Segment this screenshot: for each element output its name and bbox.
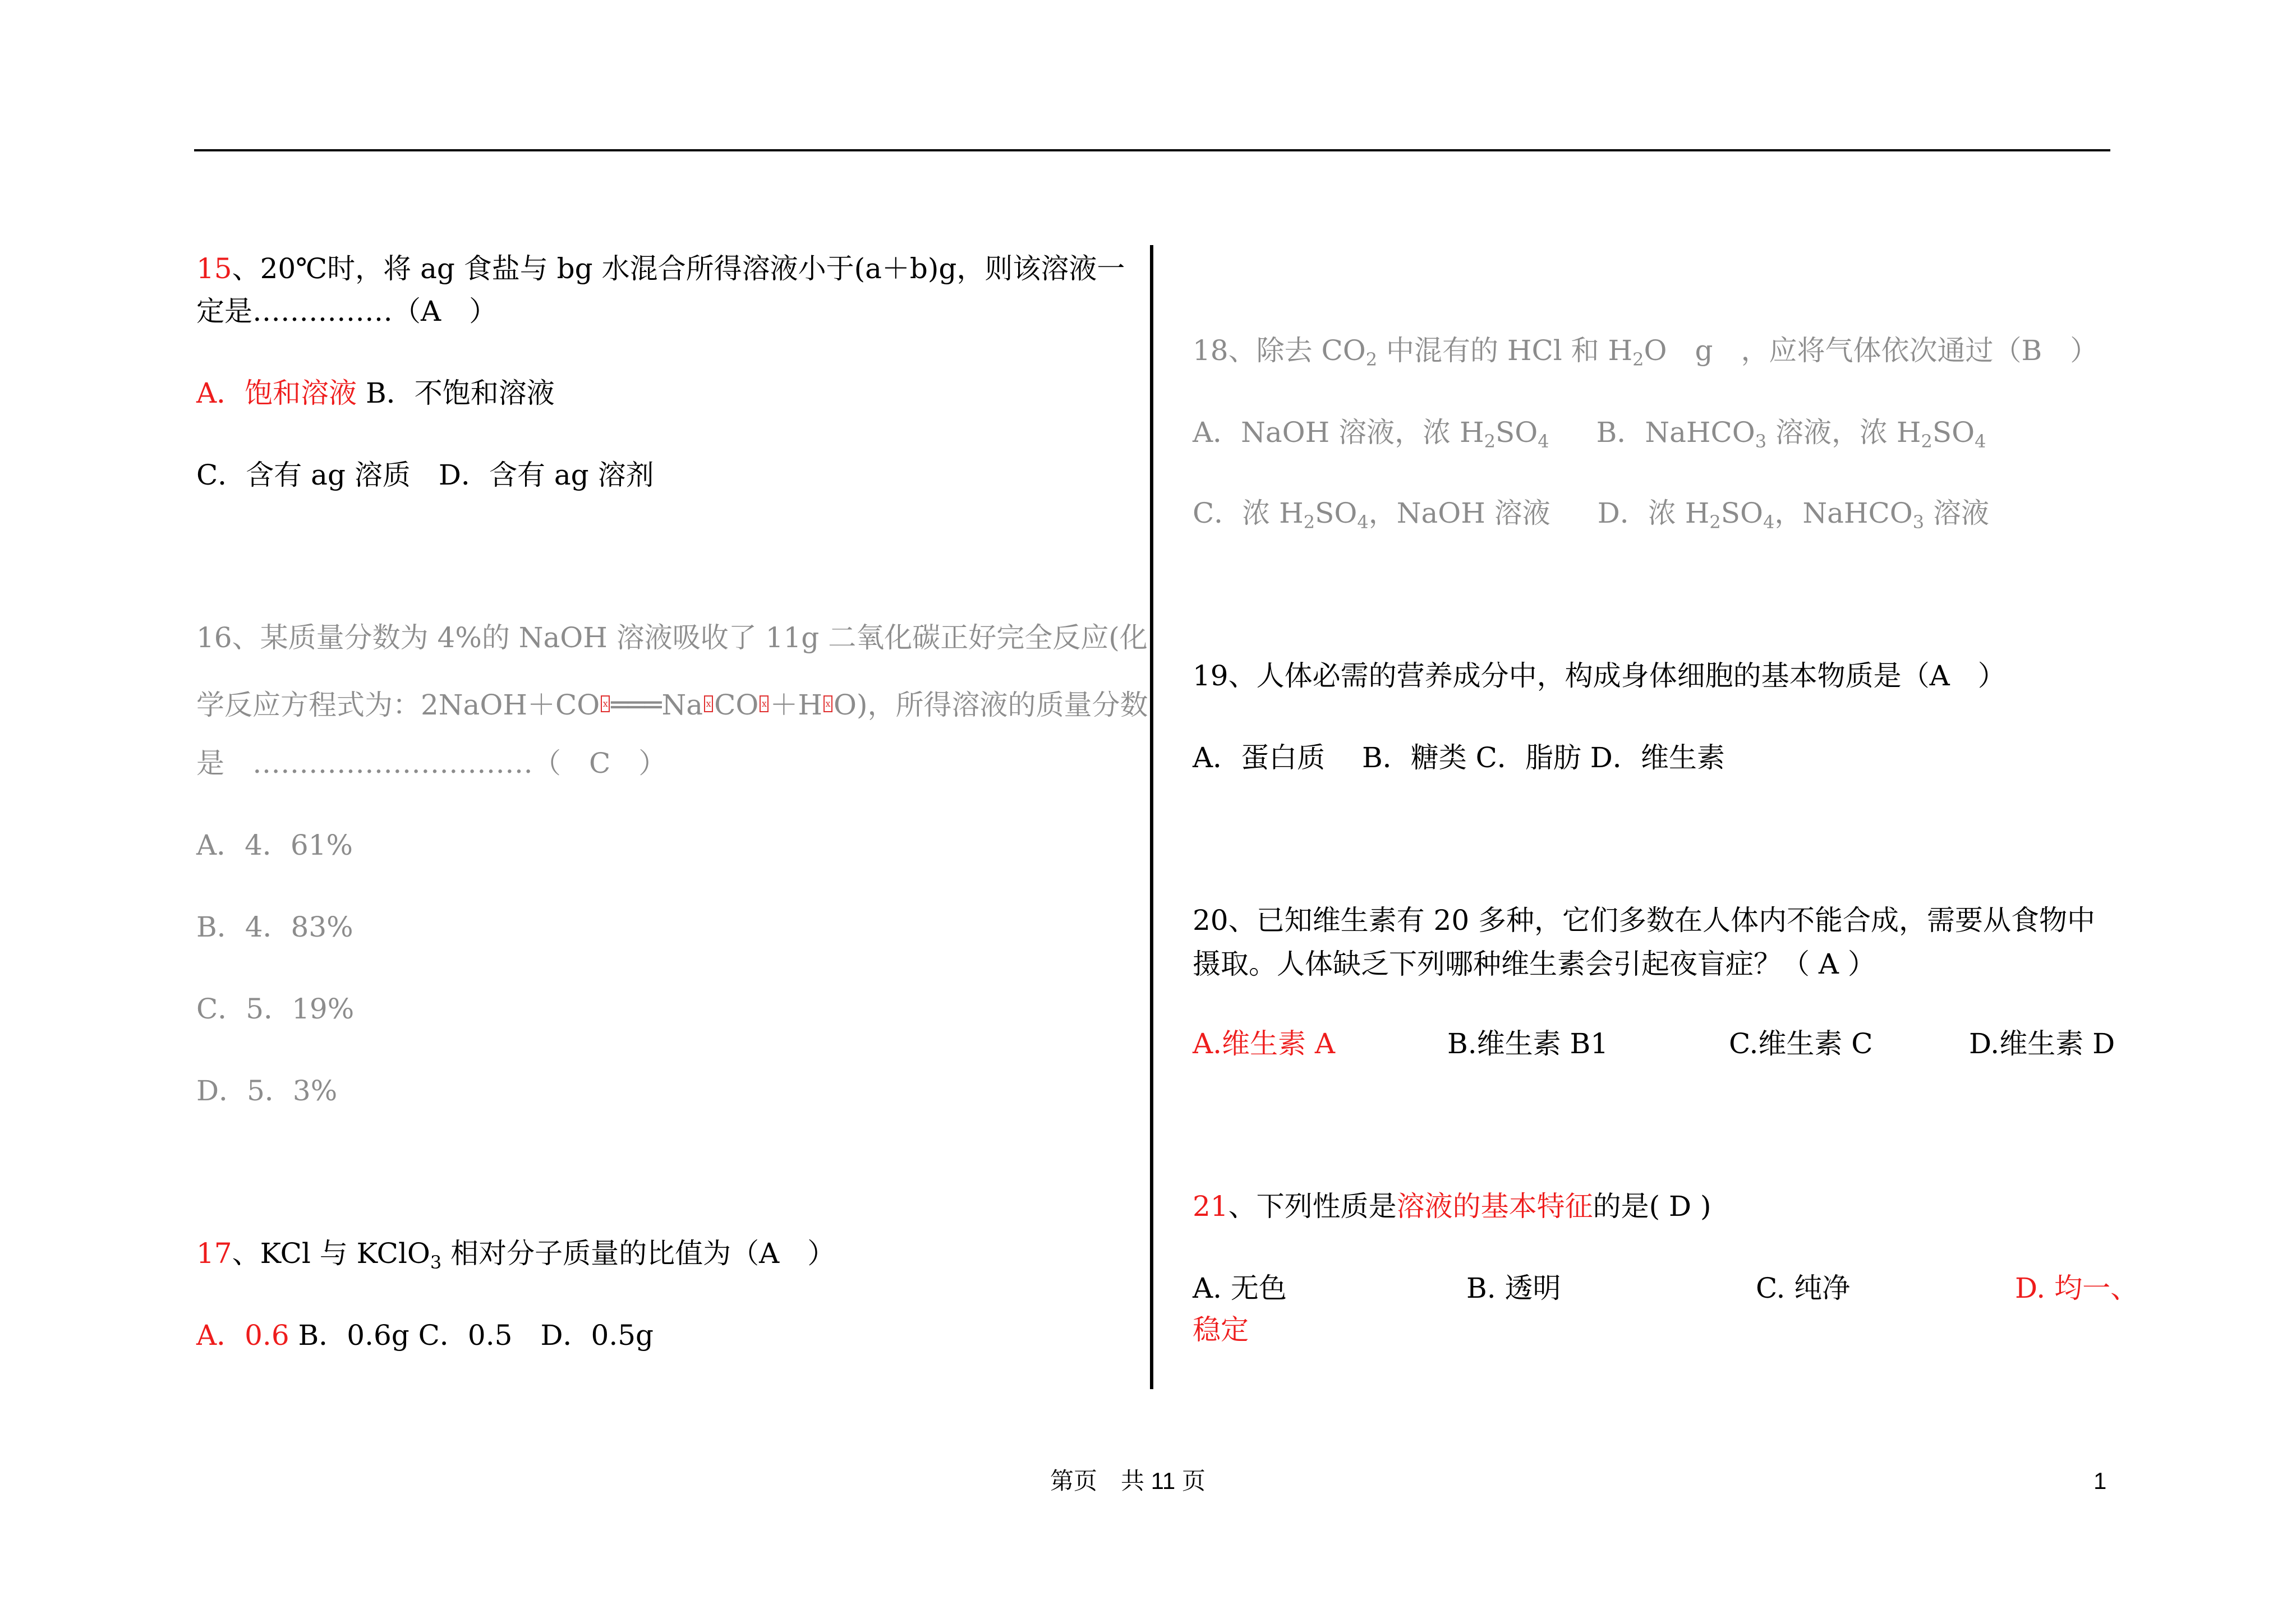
q18-options-ab	[1193, 416, 1986, 452]
q15-line2: 定是……………（A ）	[196, 295, 498, 328]
q16-missing-glyph-1: x	[601, 695, 610, 712]
q18-a-sub1: 2	[1484, 431, 1496, 452]
q15-text: 、20℃时，将 ag 食盐与 bg 水混合所得溶液小于(a＋b)g，则该溶液一	[232, 252, 1125, 285]
q20-line2: 摄取。人体缺乏下列哪种维生素会引起夜盲症？（ A ）	[1193, 948, 1876, 980]
q17-option-rest: B．0.6g C．0.5 D．0.5g	[289, 1319, 654, 1352]
q16-eq-part1: 学反应方程式为：2NaOH＋CO	[196, 689, 600, 721]
q15-line1	[196, 252, 1125, 285]
q21-option-d-continued: 稳定	[1193, 1313, 1249, 1346]
q18-d-sub3: 3	[1912, 511, 1925, 533]
q21-part3: 的是( D )	[1593, 1190, 1711, 1223]
q18-c-part1: C．浓 H	[1193, 497, 1304, 529]
q17-options	[196, 1319, 654, 1352]
q17-line1	[196, 1237, 836, 1273]
q16-option-c: C．5．19%	[196, 993, 355, 1025]
q20-option-d: D.维生素 D	[1969, 1027, 2115, 1060]
q18-part3: O g ，应将气体依次通过（B ）	[1644, 334, 2099, 367]
q18-option-c	[1193, 497, 1550, 533]
q18-d-part2: SO	[1720, 497, 1763, 529]
q15-options-cd	[196, 461, 654, 489]
q20-option-c: C.维生素 C	[1729, 1027, 1873, 1060]
q18-sub1: 2	[1365, 349, 1378, 370]
q18-part2: 中混有的 HCl 和 H	[1377, 334, 1633, 367]
q16-option-a: A．4．61%	[196, 829, 353, 861]
q16-eq-part4: ＋H	[770, 689, 822, 721]
q17-option-a: A．0.6	[196, 1319, 289, 1352]
q18-d-part3: ，NaHCO	[1774, 497, 1913, 529]
q18-c-part2: SO	[1315, 497, 1358, 529]
q18-option-d	[1597, 497, 1990, 533]
q16-missing-glyph-3: x	[760, 695, 769, 712]
q16-line3: 是 …………………………（ C ）	[196, 747, 667, 780]
q21-option-c: C. 纯净	[1756, 1272, 1851, 1304]
q18-option-a	[1193, 416, 1549, 452]
header-rule	[194, 149, 2110, 151]
q16-eq-part5: O)，所得溶液的质量分数	[833, 689, 1148, 721]
q18-d-part4: 溶液	[1924, 497, 1990, 529]
q18-option-b	[1596, 416, 1986, 452]
q18-d-sub2: 4	[1763, 511, 1775, 533]
q16-option-d: D．5．3%	[196, 1075, 338, 1107]
q18-b-part3: SO	[1932, 416, 1975, 449]
footer-page-count: 第页 共 11 页	[1050, 1468, 1205, 1494]
q18-b-part2: 溶液，浓 H	[1766, 416, 1921, 449]
q21-part1: 、下列性质是	[1228, 1190, 1397, 1223]
q21-option-a: A. 无色	[1193, 1272, 1287, 1304]
q16-line1: 16、某质量分数为 4%的 NaOH 溶液吸收了 11g 二氧化碳正好完全反应(化	[196, 621, 1148, 654]
q18-a-part2: SO	[1496, 416, 1538, 449]
q18-part1: 18、除去 CO	[1193, 334, 1366, 367]
q16-line2	[196, 691, 1148, 719]
q20-option-a: A.维生素 A	[1193, 1027, 1336, 1060]
q17-text-part2: 相对分子质量的比值为（A ）	[441, 1237, 836, 1270]
q19-options: A．蛋白质 B．糖类 C．脂肪 D．维生素	[1193, 741, 1725, 774]
q18-a-part1: A．NaOH 溶液，浓 H	[1193, 416, 1484, 449]
q18-options-cd	[1193, 497, 1990, 533]
q21-highlight: 溶液的基本特征	[1396, 1190, 1593, 1223]
q16-eq-part3: CO	[714, 689, 759, 721]
q16-option-b: B．4．83%	[196, 911, 353, 943]
q15-option-c: C．含有 ag 溶质	[196, 459, 411, 491]
q18-line1	[1193, 334, 2099, 370]
q17-number: 17	[196, 1237, 232, 1270]
q15-option-d: D．含有 ag 溶剂	[438, 459, 654, 491]
q15-option-a: A．饱和溶液	[196, 377, 357, 409]
column-divider	[1150, 245, 1153, 1389]
q21-number: 21	[1193, 1190, 1228, 1223]
q17-text-part1: 、KCl 与 KClO	[232, 1237, 430, 1270]
q18-d-sub1: 2	[1709, 511, 1721, 533]
q18-b-part1: B．NaHCO	[1596, 416, 1755, 449]
q21-option-d: D. 均一、	[2015, 1272, 2139, 1304]
q18-c-sub1: 2	[1303, 511, 1315, 533]
q17-subscript: 3	[430, 1252, 442, 1273]
q16-missing-glyph-2: x	[704, 695, 713, 712]
q16-eq-part2: ═══Na	[611, 689, 703, 721]
q18-d-part1: D．浓 H	[1597, 497, 1710, 529]
q21-option-b: B. 透明	[1466, 1272, 1561, 1304]
q15-options-ab	[196, 379, 555, 407]
q18-c-sub2: 4	[1357, 511, 1369, 533]
q15-number: 15	[196, 252, 232, 285]
q20-line1: 20、已知维生素有 20 多种，它们多数在人体内不能合成，需要从食物中	[1193, 904, 2096, 937]
q15-option-b: B．不饱和溶液	[357, 377, 555, 409]
q16-missing-glyph-4: x	[823, 695, 832, 712]
q18-a-sub2: 4	[1538, 431, 1549, 452]
footer-page-number: 1	[2093, 1468, 2107, 1494]
q18-c-part3: ，NaOH 溶液	[1368, 497, 1550, 529]
q18-b-sub3: 4	[1975, 431, 1986, 452]
q18-sub2: 2	[1632, 349, 1644, 370]
q18-b-sub2: 2	[1921, 431, 1932, 452]
q21-line1	[1193, 1190, 1711, 1223]
q18-b-sub1: 3	[1755, 431, 1767, 452]
q20-option-b: B.维生素 B1	[1447, 1027, 1609, 1060]
q19-line1: 19、人体必需的营养成分中，构成身体细胞的基本物质是（A ）	[1193, 660, 2006, 692]
